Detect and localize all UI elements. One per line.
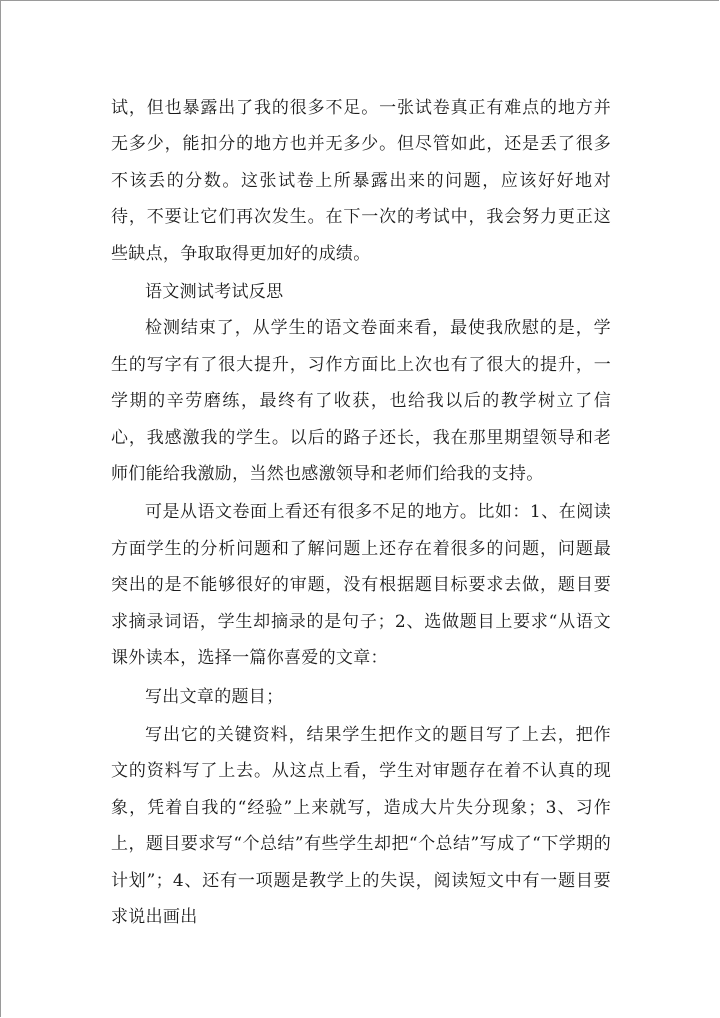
- section-heading: 语文测试考试反思: [145, 282, 284, 303]
- paragraph-continuation: 试，但也暴露出了我的很多不足。一张试卷真正有难点的地方并无多少，能扣分的地方也并无多少。但尽管如此，还是丢了很多不该丢的分数。这张试卷上所暴露出来的问题，应该好好地对待，不要让它们再次发生。在下一次的考试中，我会努力更正这些缺点，争取取得更加好的成绩。: [111, 98, 611, 264]
- paragraph-write-title: 写出文章的题目；: [145, 686, 284, 707]
- paragraph-shortcomings: 可是从语文卷面上看还有很多不足的地方。比如：1、在阅读方面学生的分析问题和了解问题上还存在着很多的问题，问题最突出的是不能够很好的审题，没有根据题目标要求去做，题目要求摘录词语，学生却摘录的是句子；2、选做题目上要求“从语文课外读本，选择一篇你喜爱的文章：: [111, 502, 611, 669]
- paragraph-write-material: 写出它的关键资料，结果学生把作文的题目写了上去，把作文的资料写了上去。从这点上看，学生对审题存在着不认真的现象，凭着自我的“经验”上来就写，造成大片失分现象；3、习作上，题目要求写“个总结”有些学生却把“个总结”写成了“下学期的计划”；4、还有一项题是教学上的失误，阅读短文中有一题目要求说出画出: [111, 724, 611, 927]
- document-body: [111, 90, 611, 935]
- paragraph-reflection-intro: 检测结束了，从学生的语文卷面来看，最使我欣慰的是，学生的写字有了很大提升，习作方面比上次也有了很大的提升，一学期的辛劳磨练，最终有了收获，也给我以后的教学树立了信心，我感激我的学生。以后的路子还长，我在那里期望领导和老师们能给我激励，当然也感激领导和老师们给我的支持。: [111, 318, 611, 485]
